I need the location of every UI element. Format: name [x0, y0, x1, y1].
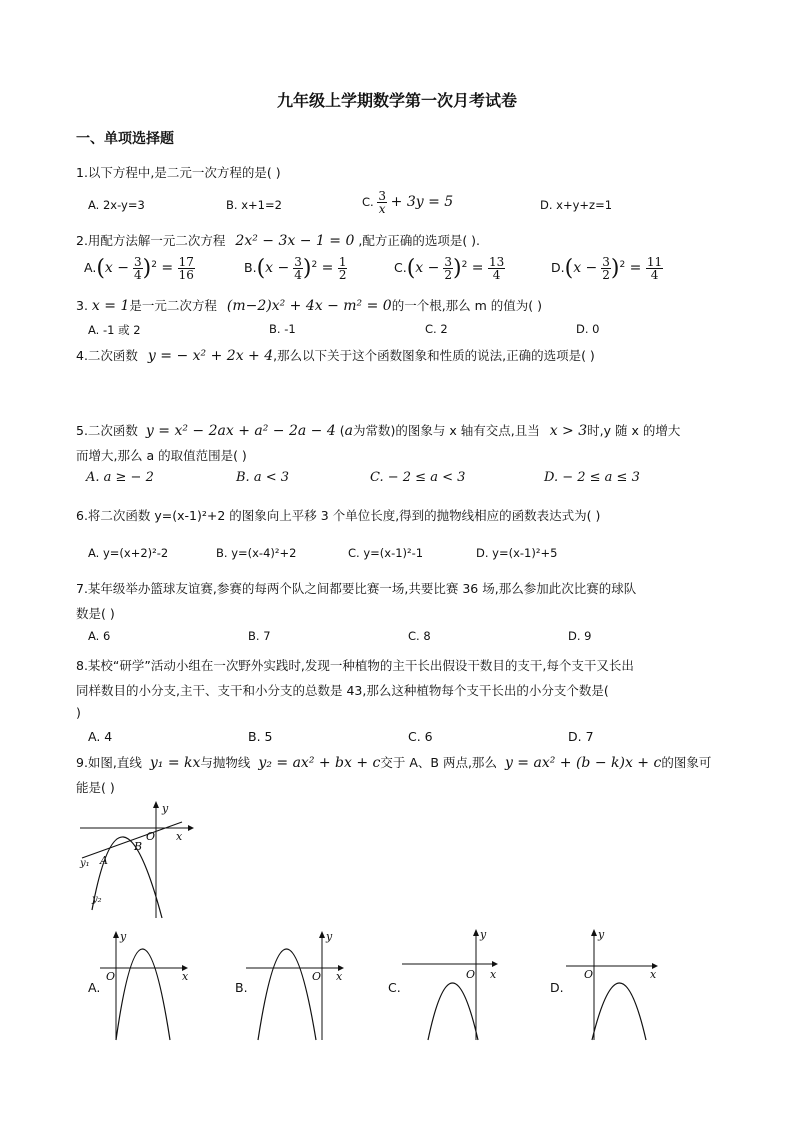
q4-equation: y = − x² + 2x + 4 — [147, 348, 274, 364]
opt-a-label-y: y — [120, 930, 127, 943]
q9-main-figure — [76, 800, 196, 920]
q7-option-c[interactable]: C. 8 — [408, 629, 431, 643]
parabola — [428, 983, 478, 1040]
line-y1 — [82, 822, 182, 858]
q5-stem-mid: 为常数)的图象与 x 轴有交点,且当 — [353, 423, 540, 438]
fig-label-x: x — [176, 830, 183, 843]
q2-a-rhs-num: 17 — [178, 255, 194, 269]
q6-option-a[interactable]: A. y=(x+2)²-2 — [88, 546, 169, 560]
q5-stem-post: 时,y 随 x 的增大 — [587, 423, 681, 438]
q1-option-a[interactable]: A. 2x-y=3 — [88, 198, 145, 212]
y-axis-arrow — [473, 929, 479, 936]
q9-option-d-graph[interactable] — [564, 926, 664, 1042]
q8-stem-line1: 8.某校“研学”活动小组在一次野外实践时,发现一种植物的主干长出假设干数目的支干,每个支干又长出 — [76, 658, 634, 673]
fig-label-y: y — [162, 802, 169, 815]
fig-label-a: A — [100, 854, 108, 867]
q6-option-c[interactable]: C. y=(x-1)²-1 — [348, 546, 424, 560]
fig-label-o: O — [146, 830, 156, 843]
q6-stem: 6.将二次函数 y=(x-1)²+2 的图象向上平移 3 个单位长度,得到的抛物线相应的函数表达式为( ) — [76, 508, 601, 523]
q9-stem-mid2: 交于 A、B 两点,那么 — [380, 755, 497, 770]
q2-option-a-label: A. — [84, 260, 97, 275]
q2-a-rhs-den: 16 — [178, 268, 194, 282]
q5-stem-pre: 5.二次函数 — [76, 423, 138, 438]
q5-condition: x > 3 — [549, 423, 588, 439]
opt-c-label-y: y — [480, 928, 487, 941]
q2-b-rhs-den: 2 — [338, 268, 347, 282]
y-axis-arrow — [113, 931, 119, 938]
q5-open-paren: ( — [339, 423, 345, 438]
q8-option-c[interactable]: C. 6 — [408, 729, 433, 744]
opt-d-label-x: x — [650, 968, 657, 981]
q8-option-d[interactable]: D. 7 — [568, 729, 594, 744]
opt-b-label-x: x — [336, 970, 343, 983]
opt-b-label-y: y — [326, 930, 333, 943]
x-axis-arrow — [188, 825, 194, 831]
q5-stem-line1 — [76, 421, 680, 439]
page-title: 九年级上学期数学第一次月考试卷 — [276, 91, 517, 110]
q9-stem-post: 的图象可 — [661, 755, 712, 770]
q2-option-b[interactable]: B.(x − $\frac{3}{4}$ )$^2$ = $\frac{1}{2}$ — [244, 255, 347, 282]
q8-stem-line2: 同样数目的小分支,主干、支干和小分支的总数是 43,那么这种植物每个支干长出的小分支个数是( — [76, 683, 609, 698]
q3-root: x = 1 — [91, 298, 130, 314]
q9-option-c-label[interactable]: C. — [388, 980, 401, 995]
q9-option-d-label[interactable]: D. — [550, 980, 564, 995]
q1-option-c-label: C. — [362, 195, 374, 209]
y-axis-arrow — [591, 929, 597, 936]
q9-option-b-label[interactable]: B. — [235, 980, 248, 995]
q1-stem: 1.以下方程中,是二元一次方程的是( ) — [76, 165, 281, 180]
fig-label-y1: y₁ — [80, 858, 90, 869]
opt-b-label-o: O — [312, 970, 322, 983]
q2-option-c[interactable]: C.(x − $\frac{3}{2}$ )$^2$ = $\frac{13}{4}$ — [394, 255, 505, 282]
parabola — [116, 949, 170, 1040]
q9-result-eq: y = ax² + (b − k)x + c — [504, 755, 662, 771]
q4-stem-pre: 4.二次函数 — [76, 348, 138, 363]
q5-option-d[interactable]: D. − 2 ≤ a ≤ 3 — [544, 470, 640, 485]
fig-label-b: B — [134, 840, 143, 853]
q5-equation: y = x² − 2ax + a² − 2a − 4 — [145, 423, 336, 439]
x-axis-arrow — [492, 961, 498, 967]
parabola — [592, 983, 646, 1040]
q3-stem-mid: 是一元二次方程 — [129, 298, 217, 313]
q2-option-b-label: B. — [244, 260, 257, 275]
q5-option-a[interactable]: A. a ≥ − 2 — [86, 470, 154, 485]
q2-option-d[interactable]: D.(x − $\frac{3}{2}$ )$^2$ = $\frac{11}{4}$ — [551, 255, 663, 282]
q9-parabola-eq: y₂ = ax² + bx + c — [258, 755, 381, 771]
q2-option-c-label: C. — [394, 260, 407, 275]
fig-label-y2: y₂ — [92, 894, 102, 905]
q8-option-a[interactable]: A. 4 — [88, 729, 113, 744]
q2-c-rhs-num: 13 — [488, 255, 505, 269]
q5-option-c[interactable]: C. − 2 ≤ a < 3 — [370, 470, 466, 485]
parabola-y2 — [92, 837, 162, 918]
q1-option-d[interactable]: D. x+y+z=1 — [540, 198, 613, 212]
q2-d-rhs-num: 11 — [646, 255, 663, 269]
q2-stem — [76, 231, 480, 249]
opt-a-label-x: x — [182, 970, 189, 983]
q5-var-a: a — [344, 423, 353, 439]
q9-option-b-graph[interactable] — [244, 928, 348, 1042]
q7-stem-line2: 数是( ) — [76, 606, 115, 621]
q4-stem-post: ,那么以下关于这个函数图象和性质的说法,正确的选项是( ) — [273, 348, 595, 363]
y-axis-arrow — [319, 931, 325, 938]
q6-option-d[interactable]: D. y=(x-1)²+5 — [476, 546, 558, 560]
q9-stem-line1 — [76, 753, 711, 771]
section-heading: 一、单项选择题 — [76, 131, 174, 147]
q9-line-eq: y₁ = kx — [149, 755, 201, 771]
q8-option-b[interactable]: B. 5 — [248, 729, 273, 744]
q2-option-d-label: D. — [551, 260, 565, 275]
q9-stem-line2: 能是( ) — [76, 780, 115, 795]
q3-option-a[interactable]: A. -1 或 2 — [88, 323, 141, 337]
q1-option-c[interactable] — [362, 190, 453, 215]
q7-option-d[interactable]: D. 9 — [568, 629, 592, 643]
q7-stem-line1: 7.某年级举办篮球友谊赛,参赛的每两个队之间都要比赛一场,共要比赛 36 场,那么参加此次比赛的球队 — [76, 581, 637, 596]
q2-d-rhs-den: 4 — [650, 268, 659, 282]
q7-option-a[interactable]: A. 6 — [88, 629, 111, 643]
q2-option-a[interactable]: A.(x − $\frac{3}{4}$ )$^2$ = $\frac{17}{16}$ — [84, 255, 194, 282]
q6-option-b[interactable]: B. y=(x-4)²+2 — [216, 546, 297, 560]
q9-option-a-label[interactable]: A. — [88, 980, 101, 995]
q1-option-b[interactable]: B. x+1=2 — [226, 198, 282, 212]
q1-option-c-fraction: $\frac{3}{x}$ — [378, 189, 386, 216]
q3-stem-post: 的一个根,那么 m 的值为( ) — [391, 298, 543, 313]
q3-option-b[interactable]: B. -1 — [269, 322, 296, 336]
q2-stem-post: ,配方正确的选项是( ). — [358, 233, 481, 248]
opt-a-label-o: O — [106, 970, 116, 983]
q9-option-a-graph[interactable] — [98, 928, 194, 1042]
q5-stem-line2: 而增大,那么 a 的取值范围是( ) — [76, 448, 247, 463]
q2-stem-pre: 2.用配方法解一元二次方程 — [76, 233, 226, 248]
q2-b-rhs-num: 1 — [338, 255, 347, 269]
q3-stem — [76, 296, 542, 314]
q3-option-d[interactable]: D. 0 — [576, 322, 600, 336]
q3-option-c[interactable]: C. 2 — [425, 322, 448, 336]
opt-c-label-x: x — [490, 968, 497, 981]
q9-stem-mid1: 与抛物线 — [200, 755, 251, 770]
parabola — [258, 949, 316, 1040]
opt-d-label-y: y — [598, 928, 605, 941]
q1-option-c-tail: + 3y = 5 — [390, 194, 454, 210]
opt-c-label-o: O — [466, 968, 476, 981]
q2-equation: 2x² − 3x − 1 = 0 — [235, 233, 355, 249]
q3-equation: (m−2)x² + 4x − m² = 0 — [226, 298, 392, 314]
q7-option-b[interactable]: B. 7 — [248, 629, 271, 643]
q9-option-c-graph[interactable] — [398, 926, 502, 1042]
q3-number: 3. — [76, 298, 88, 313]
q4-stem — [76, 346, 595, 364]
q5-option-b[interactable]: B. a < 3 — [236, 470, 289, 485]
q9-stem-pre: 9.如图,直线 — [76, 755, 142, 770]
opt-d-label-o: O — [584, 968, 594, 981]
q2-c-rhs-den: 4 — [492, 268, 501, 282]
q8-stem-line3: ) — [76, 705, 81, 720]
y-axis-arrow — [153, 801, 159, 808]
